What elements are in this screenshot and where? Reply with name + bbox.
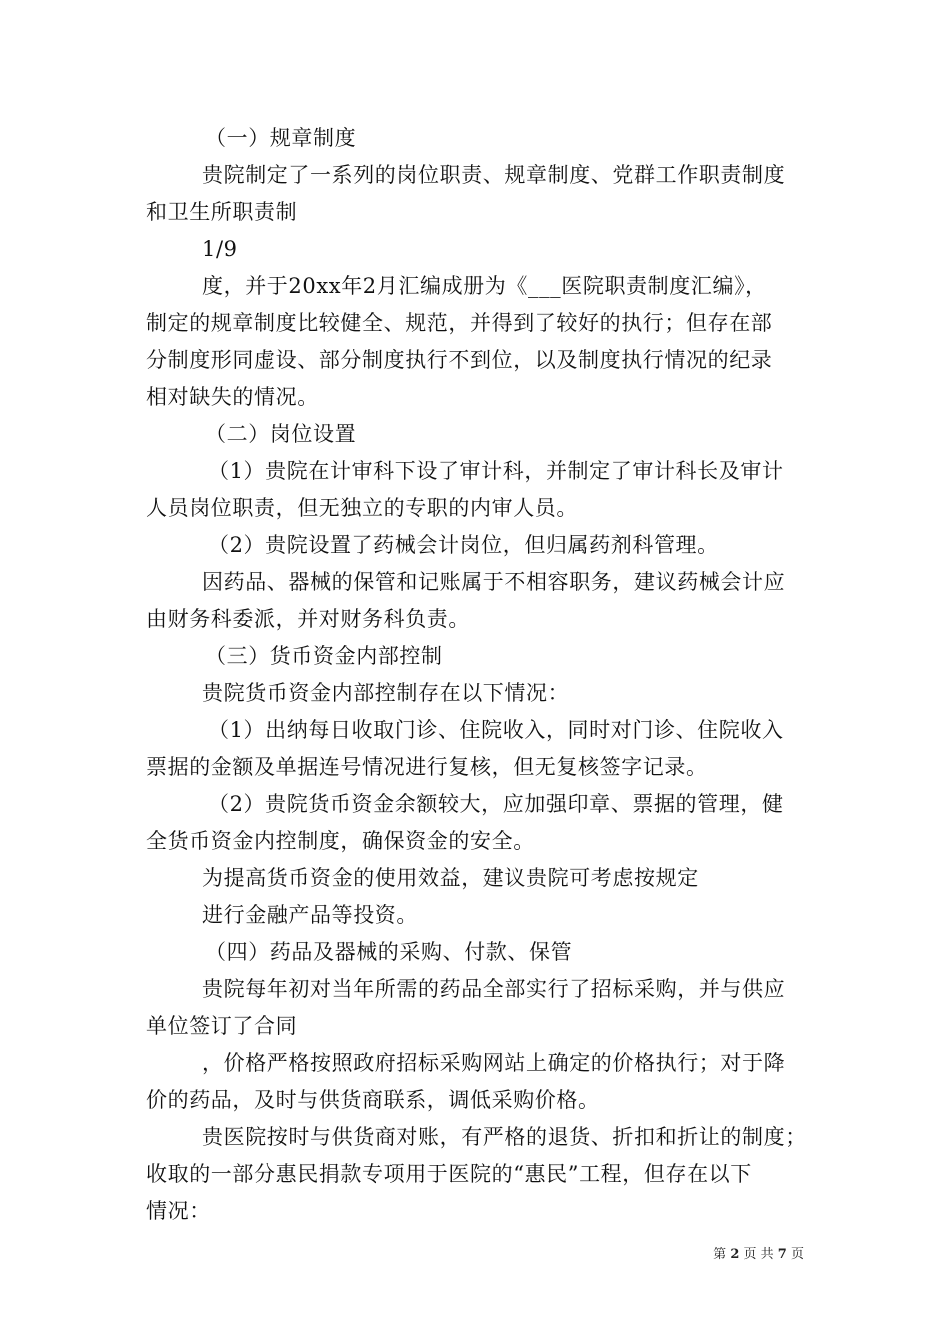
paragraph-line: （1）贵院在计审科下设了审计科，并制定了审计科长及审计	[208, 459, 784, 483]
paragraph-line: 情况：	[146, 1199, 211, 1223]
paragraph-line: 贵院货币资金内部控制存在以下情况：	[202, 681, 570, 705]
footer-prefix: 第	[713, 1247, 727, 1262]
paragraph-line: 单位签订了合同	[146, 1014, 298, 1038]
footer-suffix: 页	[790, 1247, 804, 1262]
section-heading-positions: （二）岗位设置	[205, 422, 357, 446]
paragraph-line: （2）贵院设置了药械会计岗位，但归属药剂科管理。	[208, 533, 719, 557]
paragraph-line: 制定的规章制度比较健全、规范，并得到了较好的执行；但存在部	[146, 311, 773, 335]
footer-total-pages: 7	[777, 1247, 787, 1262]
footer-page-number: 2	[730, 1247, 740, 1262]
paragraph-line: 人员岗位职责，但无独立的专职的内审人员。	[146, 496, 578, 520]
paragraph-line: 度，并于20xx年2月汇编成册为《___医院职责制度汇编》，	[202, 274, 767, 298]
paragraph-line: 由财务科委派，并对财务科负责。	[146, 607, 470, 631]
paragraph-line: 价的药品，及时与供货商联系，调低采购价格。	[146, 1088, 600, 1112]
footer-middle: 页 共	[743, 1247, 774, 1262]
paragraph-line: ，价格严格按照政府招标采购网站上确定的价格执行；对于降	[202, 1051, 786, 1075]
paragraph-line: 相对缺失的情况。	[146, 385, 319, 409]
paragraph-line: 票据的金额及单据连号情况进行复核，但无复核签字记录。	[146, 755, 708, 779]
paragraph-line: 分制度形同虚设、部分制度执行不到位，以及制度执行情况的纪录	[146, 348, 773, 372]
paragraph-line: 因药品、器械的保管和记账属于不相容职务，建议药械会计应	[202, 570, 786, 594]
paragraph-line: 全货币资金内控制度，确保资金的安全。	[146, 829, 535, 853]
section-heading-rules: （一）规章制度	[205, 126, 357, 150]
page-marker: 1/9	[202, 237, 238, 261]
paragraph-line: 收取的一部分惠民捐款专项用于医院的“惠民”工程，但存在以下	[146, 1162, 752, 1186]
paragraph-line: 为提高货币资金的使用效益，建议贵院可考虑按规定	[202, 866, 699, 890]
paragraph-line: 和卫生所职责制	[146, 200, 298, 224]
section-heading-procurement: （四）药品及器械的采购、付款、保管	[205, 940, 573, 964]
paragraph-line: （1）出纳每日收取门诊、住院收入，同时对门诊、住院收入	[208, 718, 784, 742]
paragraph-line: （2）贵院货币资金余额较大，应加强印章、票据的管理，健	[208, 792, 784, 816]
section-heading-cash-control: （三）货币资金内部控制	[205, 644, 443, 668]
paragraph-line: 进行金融产品等投资。	[202, 903, 418, 927]
paragraph-line: 贵院制定了一系列的岗位职责、规章制度、党群工作职责制度	[202, 163, 786, 187]
page-footer	[713, 1246, 804, 1264]
paragraph-line: 贵院每年初对当年所需的药品全部实行了招标采购，并与供应	[202, 977, 786, 1001]
paragraph-line: 贵医院按时与供货商对账，有严格的退货、折扣和折让的制度；	[202, 1125, 807, 1149]
